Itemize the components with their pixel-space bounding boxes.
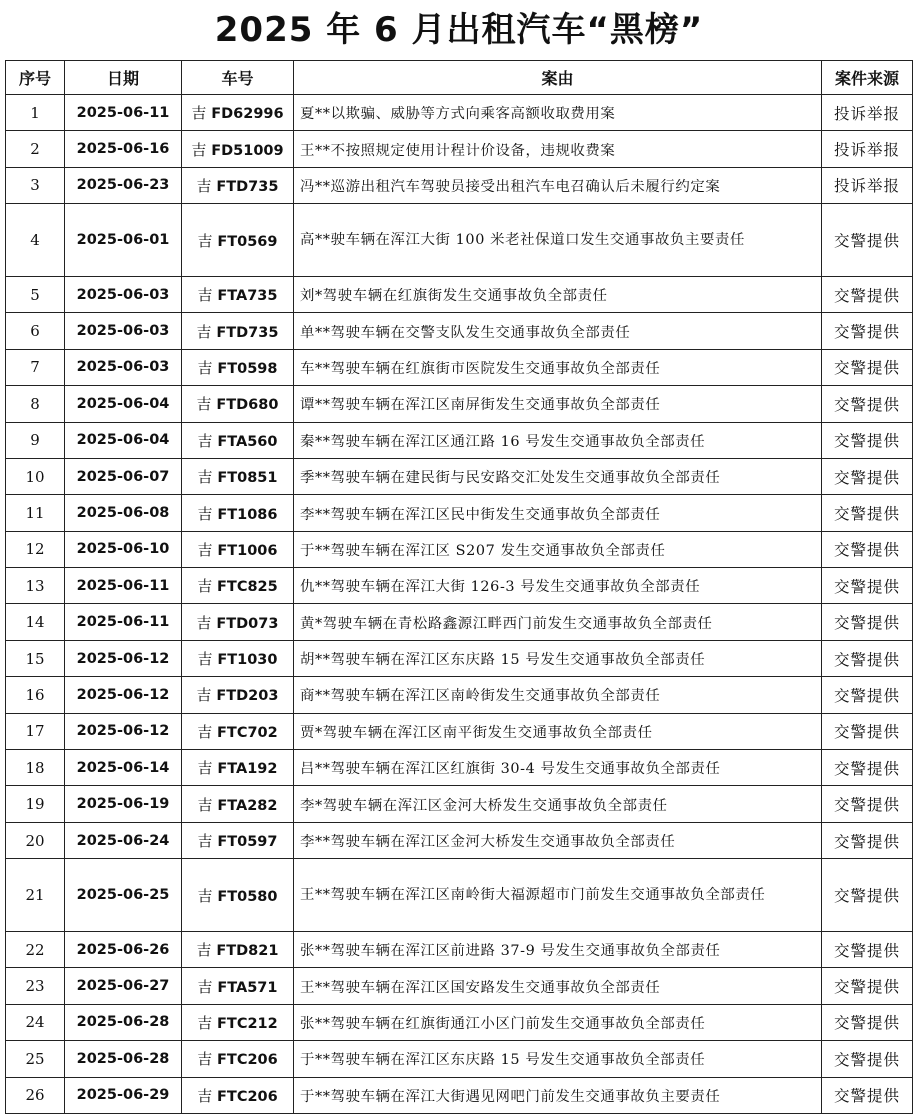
plate-prefix: 吉 <box>197 832 213 851</box>
plate-number: FT0597 <box>217 834 278 851</box>
table-row <box>6 1041 913 1077</box>
row-reason: 王**驾驶车辆在浑江区国安路发生交通事故负全部责任 <box>294 968 822 1004</box>
table-row <box>6 531 913 567</box>
header-index: 序号 <box>6 61 65 95</box>
row-plate <box>182 604 294 640</box>
plate-prefix: 吉 <box>197 886 213 905</box>
row-plate <box>182 167 294 203</box>
plate-number: FT1030 <box>217 652 278 669</box>
row-source: 交警提供 <box>822 1041 913 1077</box>
row-index: 18 <box>6 750 65 786</box>
plate-prefix: 吉 <box>196 176 212 195</box>
row-date: 2025-06-11 <box>65 568 182 604</box>
plate-prefix: 吉 <box>191 104 207 123</box>
row-index: 24 <box>6 1004 65 1040</box>
row-plate <box>182 568 294 604</box>
row-plate <box>182 422 294 458</box>
plate-number: FTD073 <box>216 615 279 632</box>
row-source: 交警提供 <box>822 458 913 494</box>
row-source: 交警提供 <box>822 640 913 676</box>
row-plate <box>182 750 294 786</box>
plate-prefix: 吉 <box>197 1013 213 1032</box>
row-source: 投诉举报 <box>822 95 913 131</box>
row-plate <box>182 349 294 385</box>
row-index: 15 <box>6 640 65 676</box>
plate-prefix: 吉 <box>197 286 213 305</box>
row-reason: 仇**驾驶车辆在浑江大街 126-3 号发生交通事故负全部责任 <box>294 568 822 604</box>
table-row <box>6 204 913 277</box>
page-title: 2025 年 6 月出租汽车“黑榜” <box>214 10 704 50</box>
table-row <box>6 422 913 458</box>
table-row <box>6 786 913 822</box>
row-source: 交警提供 <box>822 786 913 822</box>
header-source: 案件来源 <box>822 61 913 95</box>
row-index: 17 <box>6 713 65 749</box>
table-row <box>6 968 913 1004</box>
plate-number: FTC206 <box>217 1088 278 1105</box>
row-reason: 李**驾驶车辆在浑江区民中街发生交通事故负全部责任 <box>294 495 822 531</box>
plate-prefix: 吉 <box>197 358 213 377</box>
table-row <box>6 750 913 786</box>
table-header <box>6 61 913 95</box>
row-plate <box>182 386 294 422</box>
plate-number: FTA192 <box>217 761 278 778</box>
plate-number: FTA735 <box>217 288 278 305</box>
row-source: 投诉举报 <box>822 167 913 203</box>
row-index: 8 <box>6 386 65 422</box>
plate-prefix: 吉 <box>197 722 213 741</box>
row-reason: 于**驾驶车辆在浑江区东庆路 15 号发生交通事故负全部责任 <box>294 1041 822 1077</box>
row-reason: 车**驾驶车辆在红旗街市医院发生交通事故负全部责任 <box>294 349 822 385</box>
row-date: 2025-06-08 <box>65 495 182 531</box>
row-index: 16 <box>6 677 65 713</box>
row-reason: 王**不按照规定使用计程计价设备，违规收费案 <box>294 131 822 167</box>
row-reason: 商**驾驶车辆在浑江区南岭街发生交通事故负全部责任 <box>294 677 822 713</box>
row-date: 2025-06-04 <box>65 386 182 422</box>
row-source: 交警提供 <box>822 313 913 349</box>
table-row <box>6 1004 913 1040</box>
plate-prefix: 吉 <box>197 431 213 450</box>
row-index: 12 <box>6 531 65 567</box>
row-source: 交警提供 <box>822 276 913 312</box>
plate-number: FTD735 <box>216 178 279 195</box>
row-index: 11 <box>6 495 65 531</box>
row-source: 交警提供 <box>822 677 913 713</box>
table-row <box>6 932 913 968</box>
row-index: 14 <box>6 604 65 640</box>
row-source: 交警提供 <box>822 750 913 786</box>
row-index: 2 <box>6 131 65 167</box>
plate-prefix: 吉 <box>197 577 213 596</box>
row-index: 1 <box>6 95 65 131</box>
table-row <box>6 458 913 494</box>
table-row <box>6 131 913 167</box>
table-row <box>6 713 913 749</box>
row-reason: 于**驾驶车辆在浑江大街遇见网吧门前发生交通事故负主要责任 <box>294 1077 822 1113</box>
plate-number: FTA560 <box>217 433 278 450</box>
row-date: 2025-06-24 <box>65 822 182 858</box>
row-date: 2025-06-03 <box>65 276 182 312</box>
row-index: 23 <box>6 968 65 1004</box>
row-index: 6 <box>6 313 65 349</box>
plate-number: FT1006 <box>217 542 278 559</box>
table-row <box>6 386 913 422</box>
row-date: 2025-06-11 <box>65 95 182 131</box>
table-row <box>6 822 913 858</box>
row-index: 21 <box>6 859 65 932</box>
plate-number: FT0851 <box>217 470 278 487</box>
table-row <box>6 313 913 349</box>
row-date: 2025-06-29 <box>65 1077 182 1113</box>
plate-prefix: 吉 <box>197 1050 213 1069</box>
plate-number: FD51009 <box>211 142 284 159</box>
plate-number: FD62996 <box>211 106 284 123</box>
row-source: 交警提供 <box>822 422 913 458</box>
table-row <box>6 95 913 131</box>
row-date: 2025-06-16 <box>65 131 182 167</box>
row-date: 2025-06-14 <box>65 750 182 786</box>
row-index: 26 <box>6 1077 65 1113</box>
header-reason: 案由 <box>294 61 822 95</box>
row-date: 2025-06-10 <box>65 531 182 567</box>
plate-prefix: 吉 <box>196 686 212 705</box>
row-reason: 刘*驾驶车辆在红旗街发生交通事故负全部责任 <box>294 276 822 312</box>
header-row <box>6 61 913 95</box>
plate-number: FTC825 <box>217 579 278 596</box>
plate-number: FTC702 <box>217 724 278 741</box>
row-reason: 王**驾驶车辆在浑江区南岭街大福源超市门前发生交通事故负全部责任 <box>294 859 822 932</box>
row-reason: 冯**巡游出租汽车驾驶员接受出租汽车电召确认后未履行约定案 <box>294 167 822 203</box>
row-date: 2025-06-11 <box>65 604 182 640</box>
row-date: 2025-06-23 <box>65 167 182 203</box>
row-date: 2025-06-26 <box>65 932 182 968</box>
row-index: 9 <box>6 422 65 458</box>
table-row <box>6 495 913 531</box>
row-source: 交警提供 <box>822 604 913 640</box>
table-row <box>6 677 913 713</box>
row-date: 2025-06-12 <box>65 713 182 749</box>
table-row <box>6 859 913 932</box>
plate-number: FT1086 <box>217 506 278 523</box>
row-plate <box>182 204 294 277</box>
header-plate: 车号 <box>182 61 294 95</box>
row-source: 交警提供 <box>822 495 913 531</box>
row-date: 2025-06-25 <box>65 859 182 932</box>
row-plate <box>182 822 294 858</box>
row-source: 交警提供 <box>822 932 913 968</box>
row-plate <box>182 458 294 494</box>
table-row <box>6 640 913 676</box>
table-row <box>6 604 913 640</box>
row-index: 20 <box>6 822 65 858</box>
row-plate <box>182 786 294 822</box>
row-reason: 秦**驾驶车辆在浑江区通江路 16 号发生交通事故负全部责任 <box>294 422 822 458</box>
row-reason: 夏**以欺骗、威胁等方式向乘客高额收取费用案 <box>294 95 822 131</box>
plate-prefix: 吉 <box>196 941 212 960</box>
row-date: 2025-06-12 <box>65 640 182 676</box>
row-source: 交警提供 <box>822 204 913 277</box>
row-date: 2025-06-28 <box>65 1004 182 1040</box>
row-source: 交警提供 <box>822 568 913 604</box>
row-reason: 贾*驾驶车辆在浑江区南平街发生交通事故负全部责任 <box>294 713 822 749</box>
table-row <box>6 167 913 203</box>
plate-prefix: 吉 <box>197 650 213 669</box>
row-reason: 季**驾驶车辆在建民街与民安路交汇处发生交通事故负全部责任 <box>294 458 822 494</box>
plate-prefix: 吉 <box>196 322 212 341</box>
plate-number: FTD735 <box>216 324 279 341</box>
header-date: 日期 <box>65 61 182 95</box>
row-date: 2025-06-07 <box>65 458 182 494</box>
row-source: 交警提供 <box>822 1004 913 1040</box>
row-plate <box>182 1041 294 1077</box>
row-reason: 谭**驾驶车辆在浑江区南屏街发生交通事故负全部责任 <box>294 386 822 422</box>
table-row <box>6 568 913 604</box>
row-index: 4 <box>6 204 65 277</box>
plate-prefix: 吉 <box>196 395 212 414</box>
row-reason: 吕**驾驶车辆在浑江区红旗街 30-4 号发生交通事故负全部责任 <box>294 750 822 786</box>
row-reason: 单**驾驶车辆在交警支队发生交通事故负全部责任 <box>294 313 822 349</box>
plate-prefix: 吉 <box>197 540 213 559</box>
row-source: 交警提供 <box>822 859 913 932</box>
row-index: 3 <box>6 167 65 203</box>
plate-number: FT0569 <box>217 233 278 250</box>
row-plate <box>182 495 294 531</box>
row-plate <box>182 932 294 968</box>
row-plate <box>182 276 294 312</box>
row-plate <box>182 677 294 713</box>
plate-prefix: 吉 <box>196 613 212 632</box>
row-index: 19 <box>6 786 65 822</box>
row-plate <box>182 95 294 131</box>
row-plate <box>182 713 294 749</box>
row-reason: 张**驾驶车辆在红旗街通江小区门前发生交通事故负全部责任 <box>294 1004 822 1040</box>
row-index: 7 <box>6 349 65 385</box>
plate-number: FTA571 <box>217 979 278 996</box>
row-index: 25 <box>6 1041 65 1077</box>
plate-number: FT0598 <box>217 360 278 377</box>
row-date: 2025-06-27 <box>65 968 182 1004</box>
row-plate <box>182 131 294 167</box>
row-plate <box>182 1077 294 1113</box>
row-source: 交警提供 <box>822 1077 913 1113</box>
row-reason: 高**驶车辆在浑江大街 100 米老社保道口发生交通事故负主要责任 <box>294 204 822 277</box>
row-index: 13 <box>6 568 65 604</box>
row-date: 2025-06-12 <box>65 677 182 713</box>
row-date: 2025-06-04 <box>65 422 182 458</box>
plate-number: FTC212 <box>217 1015 278 1032</box>
table-body <box>6 95 913 1114</box>
row-reason: 黄*驾驶车辆在青松路鑫源江畔西门前发生交通事故负全部责任 <box>294 604 822 640</box>
row-source: 交警提供 <box>822 822 913 858</box>
row-source: 交警提供 <box>822 386 913 422</box>
plate-number: FTD680 <box>216 397 279 414</box>
plate-prefix: 吉 <box>197 504 213 523</box>
row-date: 2025-06-19 <box>65 786 182 822</box>
row-reason: 胡**驾驶车辆在浑江区东庆路 15 号发生交通事故负全部责任 <box>294 640 822 676</box>
plate-prefix: 吉 <box>197 231 213 250</box>
plate-number: FTC206 <box>217 1052 278 1069</box>
row-source: 交警提供 <box>822 713 913 749</box>
row-index: 5 <box>6 276 65 312</box>
row-date: 2025-06-28 <box>65 1041 182 1077</box>
row-date: 2025-06-01 <box>65 204 182 277</box>
plate-number: FTA282 <box>217 797 278 814</box>
blacklist-table <box>5 60 913 1114</box>
plate-prefix: 吉 <box>197 795 213 814</box>
row-reason: 李*驾驶车辆在浑江区金河大桥发生交通事故负全部责任 <box>294 786 822 822</box>
plate-number: FT0580 <box>217 888 278 905</box>
row-source: 交警提供 <box>822 349 913 385</box>
row-date: 2025-06-03 <box>65 349 182 385</box>
plate-prefix: 吉 <box>191 140 207 159</box>
row-plate <box>182 313 294 349</box>
row-source: 交警提供 <box>822 968 913 1004</box>
row-plate <box>182 1004 294 1040</box>
table-row <box>6 276 913 312</box>
table-row <box>6 1077 913 1113</box>
row-plate <box>182 640 294 676</box>
plate-number: FTD203 <box>216 688 279 705</box>
row-index: 10 <box>6 458 65 494</box>
plate-prefix: 吉 <box>197 977 213 996</box>
plate-number: FTD821 <box>216 943 279 960</box>
row-reason: 张**驾驶车辆在浑江区前进路 37-9 号发生交通事故负全部责任 <box>294 932 822 968</box>
plate-prefix: 吉 <box>197 1086 213 1105</box>
row-date: 2025-06-03 <box>65 313 182 349</box>
plate-prefix: 吉 <box>197 468 213 487</box>
row-source: 交警提供 <box>822 531 913 567</box>
row-source: 投诉举报 <box>822 131 913 167</box>
table-row <box>6 349 913 385</box>
row-reason: 李**驾驶车辆在浑江区金河大桥发生交通事故负全部责任 <box>294 822 822 858</box>
plate-prefix: 吉 <box>197 759 213 778</box>
row-plate <box>182 531 294 567</box>
row-plate <box>182 968 294 1004</box>
row-plate <box>182 859 294 932</box>
row-reason: 于**驾驶车辆在浑江区 S207 发生交通事故负全部责任 <box>294 531 822 567</box>
row-index: 22 <box>6 932 65 968</box>
